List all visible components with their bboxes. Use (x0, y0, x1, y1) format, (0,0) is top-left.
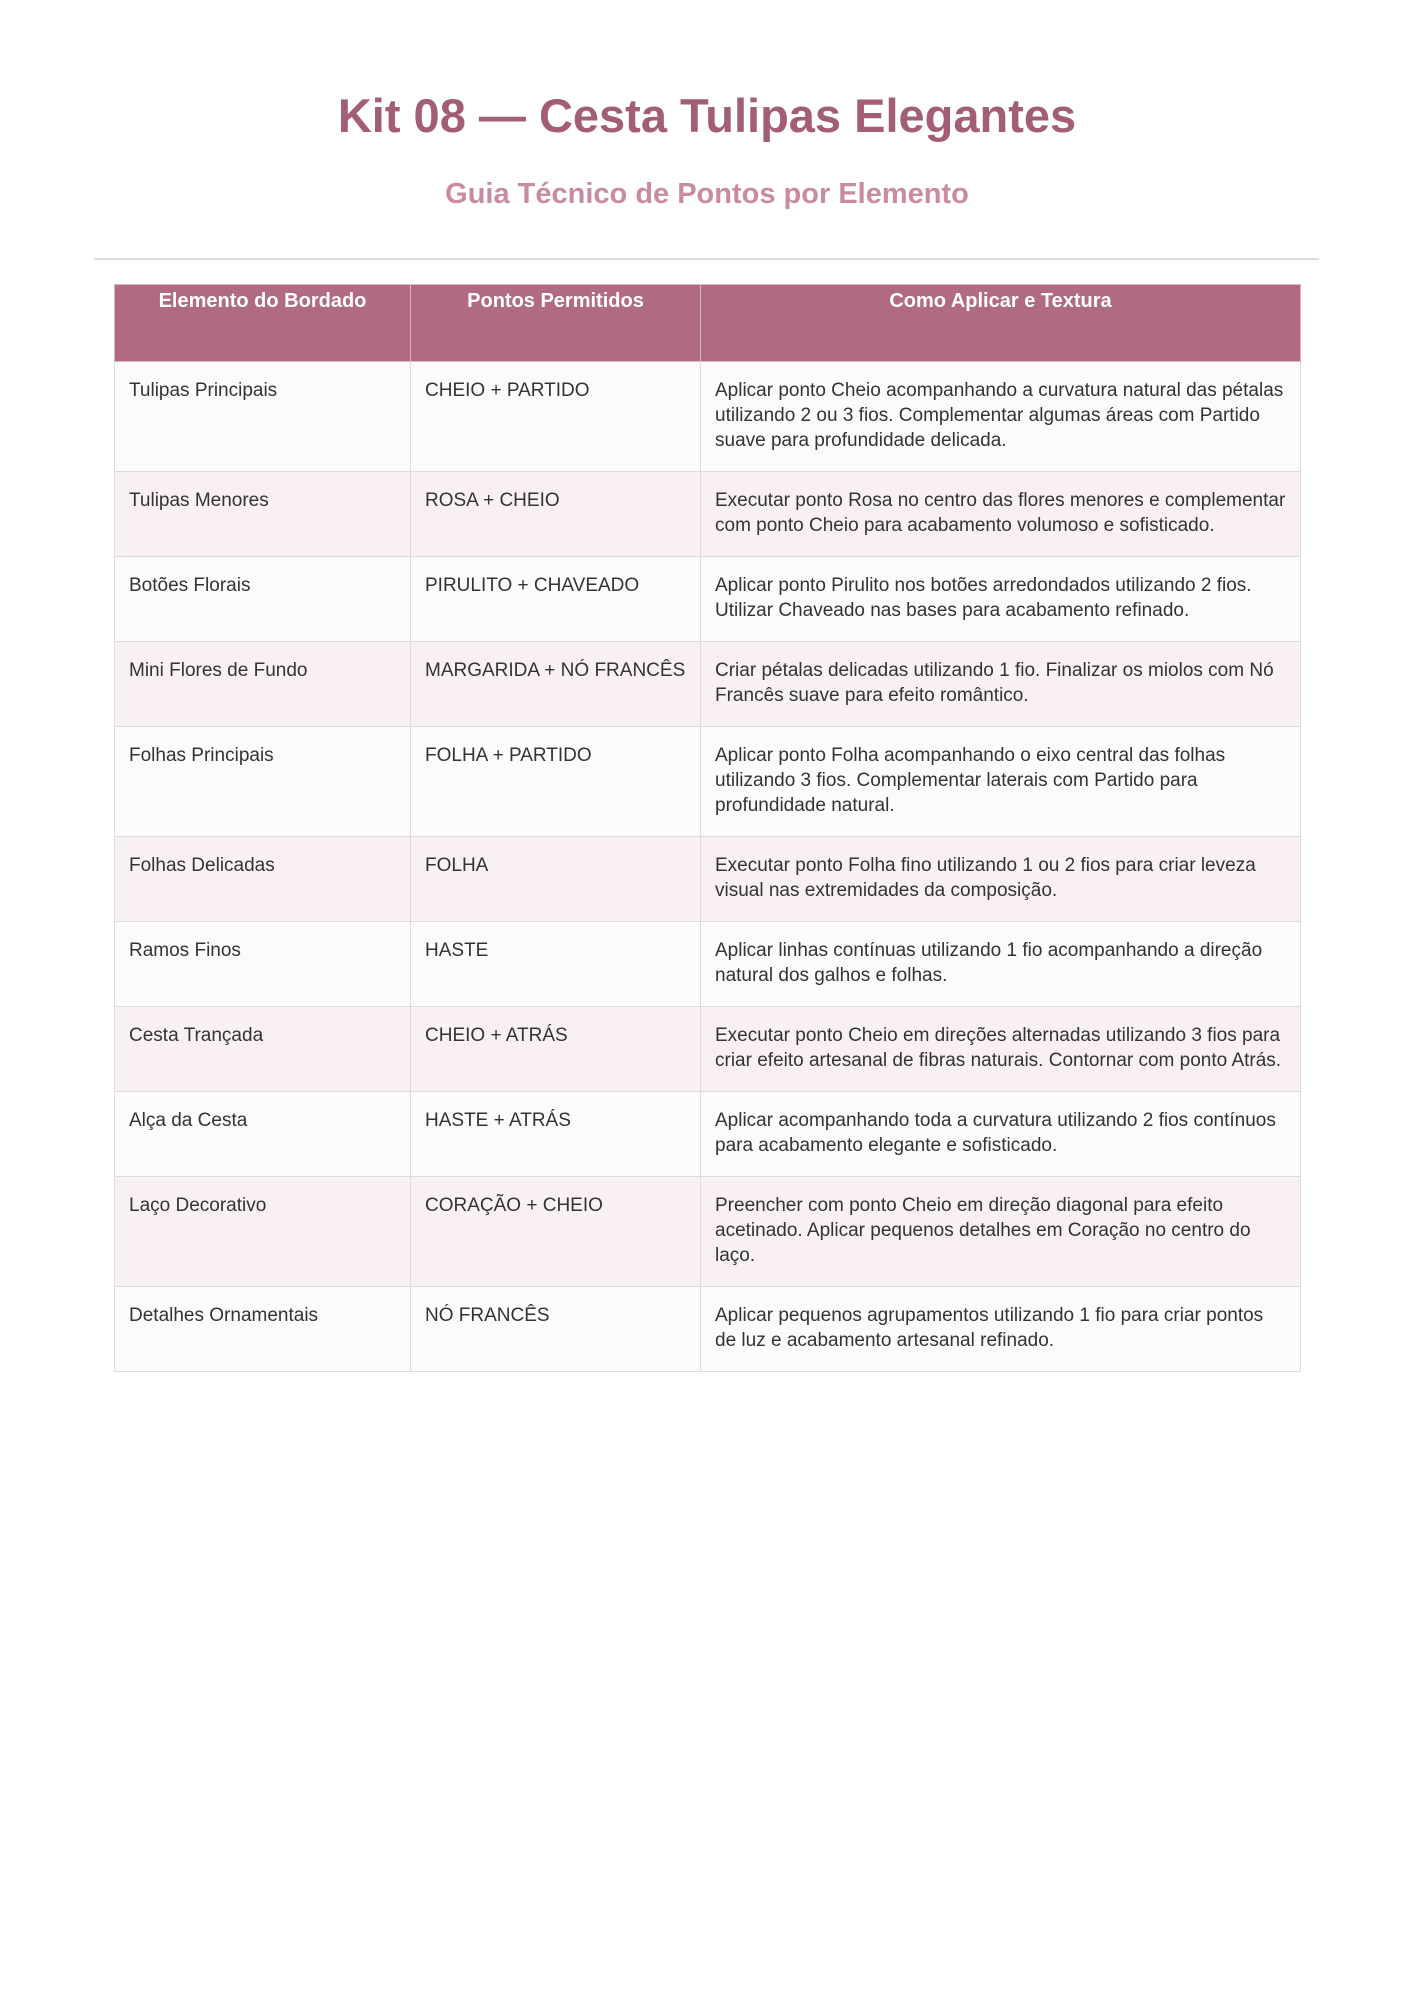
cell-element: Tulipas Menores (115, 472, 411, 557)
table-row (115, 362, 1301, 472)
table-row (115, 837, 1301, 922)
cell-how: Executar ponto Rosa no centro das flores menores e complementar com ponto Cheio para acabamento volumoso e sofisticado. (701, 472, 1301, 557)
cell-stitches: FOLHA + PARTIDO (411, 727, 701, 837)
page-title: Kit 08 — Cesta Tulipas Elegantes (337, 89, 1077, 142)
cell-stitches: CHEIO + PARTIDO (411, 362, 701, 472)
stitch-guide-table (114, 284, 1301, 1372)
cell-element: Ramos Finos (115, 922, 411, 1007)
cell-element: Laço Decorativo (115, 1177, 411, 1287)
table-row (115, 1287, 1301, 1372)
cell-stitches: MARGARIDA + NÓ FRANCÊS (411, 642, 701, 727)
divider (94, 258, 1319, 260)
cell-how: Aplicar linhas contínuas utilizando 1 fio acompanhando a direção natural dos galhos e folhas. (701, 922, 1301, 1007)
cell-how: Aplicar ponto Folha acompanhando o eixo central das folhas utilizando 3 fios. Complementar laterais com Partido para profundidade natural. (701, 727, 1301, 837)
cell-stitches: FOLHA (411, 837, 701, 922)
cell-how: Preencher com ponto Cheio em direção diagonal para efeito acetinado. Aplicar pequenos detalhes em Coração no centro do laço. (701, 1177, 1301, 1287)
cell-element: Detalhes Ornamentais (115, 1287, 411, 1372)
page-subtitle: Guia Técnico de Pontos por Elemento (445, 178, 969, 210)
cell-how: Executar ponto Folha fino utilizando 1 ou 2 fios para criar leveza visual nas extremidades da composição. (701, 837, 1301, 922)
column-header-how-to-apply: Como Aplicar e Textura (701, 285, 1301, 362)
table-header-row (115, 285, 1301, 362)
cell-stitches: CORAÇÃO + CHEIO (411, 1177, 701, 1287)
cell-element: Cesta Trançada (115, 1007, 411, 1092)
cell-how: Aplicar acompanhando toda a curvatura utilizando 2 fios contínuos para acabamento elegante e sofisticado. (701, 1092, 1301, 1177)
cell-stitches: HASTE (411, 922, 701, 1007)
cell-element: Mini Flores de Fundo (115, 642, 411, 727)
cell-element: Botões Florais (115, 557, 411, 642)
table-row (115, 642, 1301, 727)
table-row (115, 1177, 1301, 1287)
cell-element: Tulipas Principais (115, 362, 411, 472)
table-row (115, 472, 1301, 557)
cell-stitches: ROSA + CHEIO (411, 472, 701, 557)
cell-stitches: NÓ FRANCÊS (411, 1287, 701, 1372)
cell-element: Folhas Principais (115, 727, 411, 837)
table-row (115, 1092, 1301, 1177)
table-row (115, 727, 1301, 837)
table-row (115, 557, 1301, 642)
column-header-stitches: Pontos Permitidos (411, 285, 701, 362)
cell-stitches: HASTE + ATRÁS (411, 1092, 701, 1177)
cell-how: Criar pétalas delicadas utilizando 1 fio. Finalizar os miolos com Nó Francês suave para efeito romântico. (701, 642, 1301, 727)
cell-element: Alça da Cesta (115, 1092, 411, 1177)
cell-how: Executar ponto Cheio em direções alternadas utilizando 3 fios para criar efeito artesanal de fibras naturais. Contornar com ponto Atrás. (701, 1007, 1301, 1092)
cell-how: Aplicar ponto Cheio acompanhando a curvatura natural das pétalas utilizando 2 ou 3 fios. Complementar algumas áreas com Partido suave para profundidade delicada. (701, 362, 1301, 472)
column-header-element: Elemento do Bordado (115, 285, 411, 362)
cell-element: Folhas Delicadas (115, 837, 411, 922)
cell-how: Aplicar pequenos agrupamentos utilizando 1 fio para criar pontos de luz e acabamento artesanal refinado. (701, 1287, 1301, 1372)
table-row (115, 922, 1301, 1007)
cell-how: Aplicar ponto Pirulito nos botões arredondados utilizando 2 fios. Utilizar Chaveado nas bases para acabamento refinado. (701, 557, 1301, 642)
table-row (115, 1007, 1301, 1092)
cell-stitches: PIRULITO + CHAVEADO (411, 557, 701, 642)
cell-stitches: CHEIO + ATRÁS (411, 1007, 701, 1092)
